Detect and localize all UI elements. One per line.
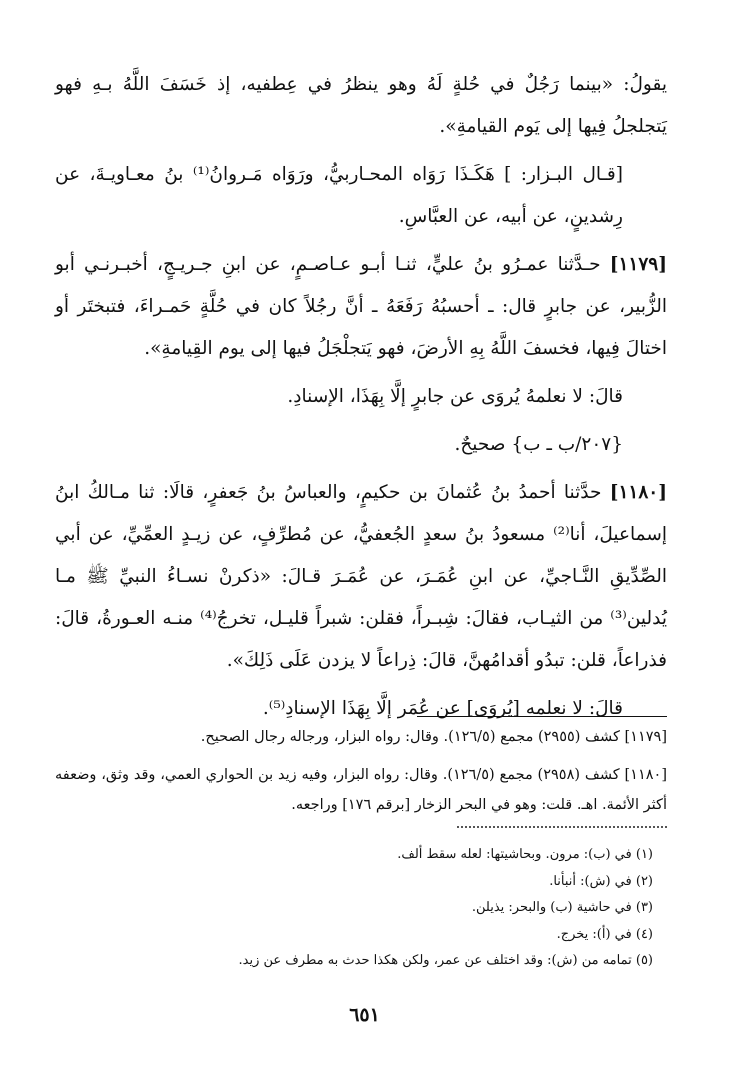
footnotes: [55, 842, 667, 975]
footnote-3: (٣) في حاشية (ب) والبحر: يذيلن.: [471, 900, 653, 915]
hadith-text-1180: حدَّثنا أحمدُ بنُ عُثمانَ بن حكيمٍ، والعباسُ بنُ جَعفرٍ، قالَا: ثنا مـالكُ ابنُ إسماعيلَ، أنا⁽²⁾ مسعودُ بنُ سعدٍ الجُعفيُّ، عن مُطرِّفٍ، عن زيـدٍ العمِّيِّ، عن أبي الصِّدِّيقِ النَّـاجيِّ، عن ابنِ عُمَـرَ، عن عُمَـرَ قـالَ: «ذكرنْ نسـاءُ النبيِّ ﷺ مـا يُدلين⁽³⁾ من الثيـاب، فقالَ: شِبـراً، فقلن: شبراً قليـل، تخرجُ⁽⁴⁾ منـه العـورةُ، قالَ: فذراعاً، قلن: تبدُو أقدامُهنَّ، قالَ: ذِراعاً لا يزدن عَلَى ذَلِكَ».: [55, 482, 667, 671]
footnote-divider: [457, 826, 667, 828]
paragraph-continuation: يقولُ: «بينما رَجُلٌ في حُلةٍ لَهُ وهو ينظرُ في عِطفيه، إذ خَسَفَ اللَّهُ بـهِ فهو يَتجلجلُ فِيها إلى يَوم القيامةِ».: [55, 74, 667, 137]
reference-1180: [١١٨٠] كشف (٢٩٥٨) مجمع (١٢٦/٥). وقال: رواه البزار، وفيه زيد بن الحواري العمي، وقد وثق، وضعفه أكثر الأئمة. اهـ. قلت: وهو في البحر الزخار [برقم ١٧٦] وراجعه.: [55, 767, 667, 813]
hadith-number-1180: [١١٨٠]: [609, 482, 667, 503]
reference-1179: [١١٧٩] كشف (٢٩٥٥) مجمع (١٢٦/٥). وقال: رواه البزار، ورجاله رجال الصحيح.: [200, 729, 667, 745]
hadith-1179: [55, 244, 667, 370]
hadith-number-1179: [١١٧٩]: [609, 254, 668, 275]
section-divider: [417, 716, 667, 717]
hadith-text-1179: حـدَّثنا عمـرُو بنُ عليٍّ، ثنـا أبـو عـاصـمٍ، عن ابنِ جـريـجٍ، أخبـرنـي أبو الزُّبير، عن جابرٍ قال: ـ أحسبُهُ رَفَعَهُ ـ أنَّ رجُلاً كان في حُلَّةٍ حَمـراءَ، فتبختَر أو اختالَ فِيها، فخسفَ اللَّهُ بِهِ الأرضَ، فهو يَتجلْجَلُ فيها إلى يوم القِيامةِ».: [55, 254, 667, 359]
main-text: [55, 64, 667, 736]
comment-1179: قالَ: لا نعلمهُ يُروَى عن جابرٍ إلَّا بِهَذَا، الإسنادِ.: [287, 386, 623, 407]
grading-1179: {٢٠٧/ب ـ ب} صحيحٌ.: [454, 434, 623, 455]
footnote-4: (٤) في (أ): يخرج.: [556, 926, 653, 942]
page-number: ٦٥١: [349, 1004, 380, 1026]
comment-1180: قالَ: لا نعلمه [يُروَى] عن عُمَر إلَّا بِهَذَا الإسنادِ⁽⁵⁾.: [262, 698, 623, 719]
footnote-5: (٥) تمامه من (ش): وقد اختلف عن عمر، ولكن هكذا حدث به مطرف عن زيد.: [238, 953, 653, 968]
hadith-1180: [55, 472, 667, 682]
bazzar-comment: [قـال البـزار: ] هَكَـذَا رَوَاه المحـاربيُّ، ورَوَاه مَـروانُ⁽¹⁾ بنُ معـاويـةَ، عن رِشدينٍ، عن أبيه، عن العبَّاسِ.: [55, 164, 623, 227]
footnote-1: (١) في (ب): مرون. وبحاشيتها: لعله سقط ألف.: [397, 847, 653, 862]
footnote-2: (٢) في (ش): أنبأنا.: [549, 873, 653, 889]
references: [55, 722, 667, 828]
